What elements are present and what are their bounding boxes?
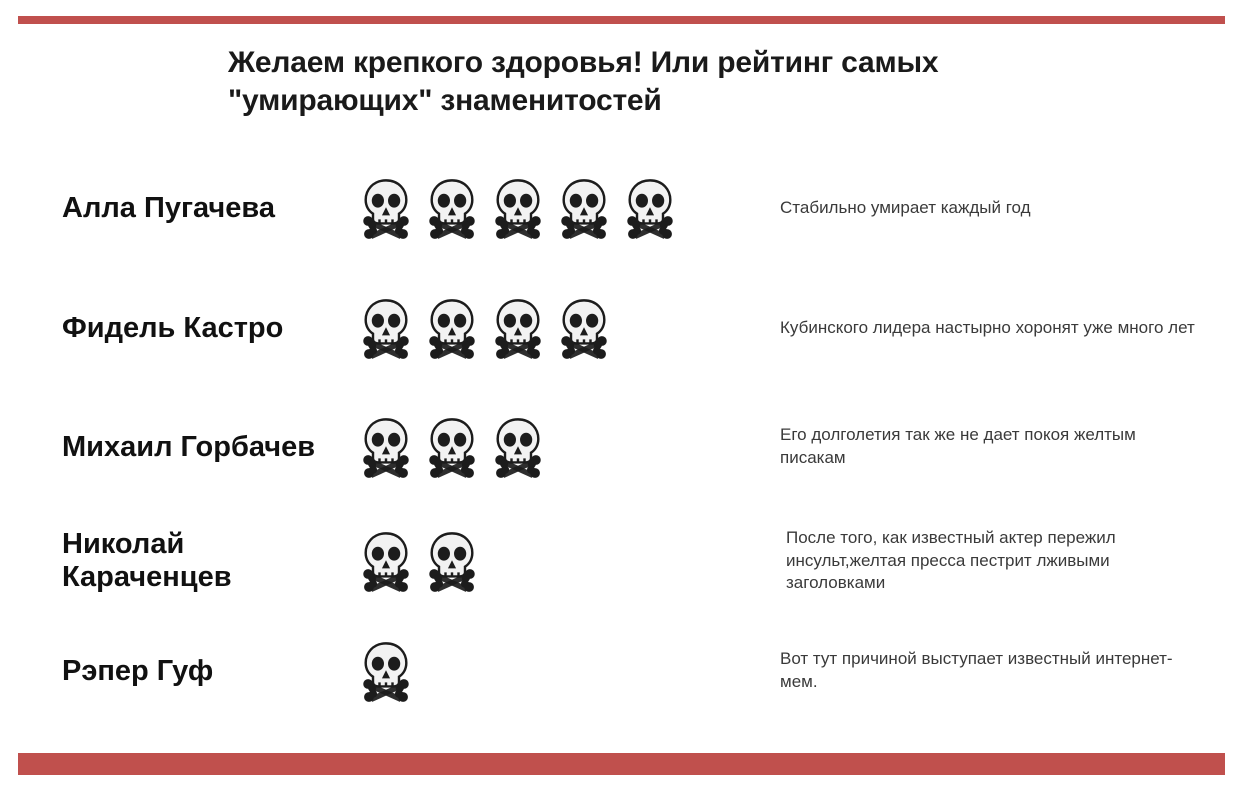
skull-and-crossbones-icon [426,297,478,359]
skull-and-crossbones-icon [558,297,610,359]
skull-and-crossbones-icon [492,177,544,239]
page-title: Желаем крепкого здоровья! Или рейтинг самых "умирающих" знаменитостей [228,46,939,118]
skull-and-crossbones-icon [426,177,478,239]
row-annotation: Его долголетия так же не дает покоя желтым писакам [780,425,1136,467]
row-annotation: Стабильно умирает каждый год [780,197,1031,217]
row-label: Михаил Горбачев [62,430,316,463]
row-annotation: Вот тут причиной выступает известный интернет-мем. [780,649,1173,691]
skull-and-crossbones-icon [426,416,478,478]
skull-and-crossbones-icon [360,640,412,702]
row-annotation: Кубинского лидера настырно хоронят уже много лет [780,317,1195,337]
skull-and-crossbones-icon [360,416,412,478]
skull-and-crossbones-icon [360,530,412,592]
row-label: Рэпер Гуф [62,654,214,687]
skull-and-crossbones-icon [360,177,412,239]
skull-and-crossbones-icon [360,297,412,359]
pictogram-chart [0,148,1243,726]
row-label: Алла Пугачева [62,191,275,224]
chart-row [0,388,1243,506]
row-annotation: После того, как известный актер пережил инсульт,желтая пресса пестрит лживыми заголовками [786,527,1116,593]
skull-and-crossbones-icon [426,530,478,592]
row-icons [360,530,780,592]
chart-row [0,148,1243,268]
row-icons [360,416,780,478]
skull-and-crossbones-icon [624,177,676,239]
chart-row [0,506,1243,616]
row-icons [360,177,780,239]
row-icons [360,297,780,359]
bottom-accent-bar [18,753,1225,775]
row-label: Фидель Кастро [62,311,284,344]
chart-row [0,268,1243,388]
skull-and-crossbones-icon [558,177,610,239]
row-icons [360,640,780,702]
skull-and-crossbones-icon [492,297,544,359]
chart-row [0,616,1243,726]
row-label: Николай Караченцев [62,527,232,593]
skull-and-crossbones-icon [492,416,544,478]
top-accent-bar [18,16,1225,24]
